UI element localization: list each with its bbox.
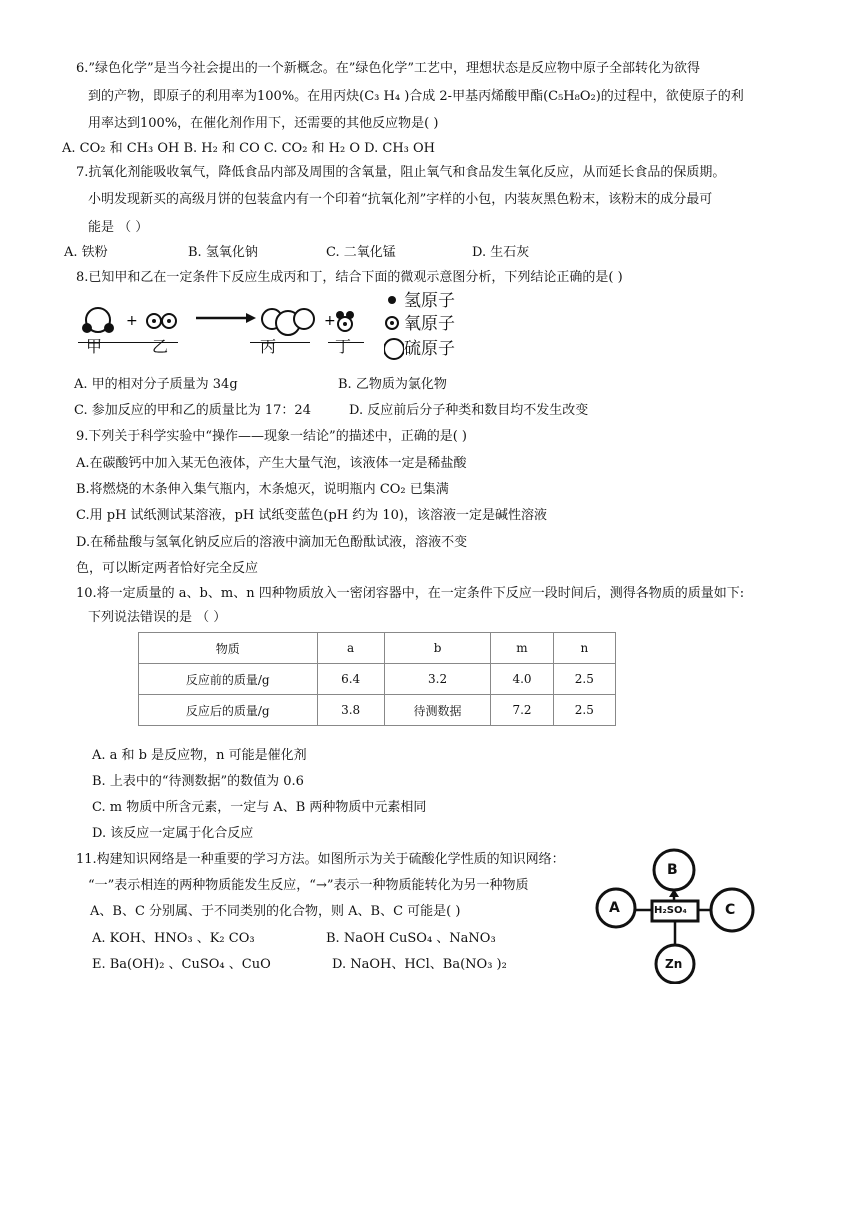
q9-option-a: A.在碳酸钙中加入某无色液体，产生大量气泡，该液体一定是稀盐酸 — [76, 456, 467, 471]
table-header-cell: a — [317, 633, 384, 664]
q10-option-d: D. 该反应一定属于化合反应 — [92, 826, 254, 841]
q6-line-2: 到的产物，即原子的利用率为100%。在用丙炔(C₃ H₄ )合成 2-甲基丙烯酸甲酯(C₅H₈O₂)的过程中，欲使原子的利 — [88, 89, 744, 104]
q10-line-2: 下列说法错误的是 （ ） — [88, 610, 227, 625]
node-a: A — [609, 900, 620, 916]
label-jia: 甲 — [86, 337, 103, 356]
q10-option-c: C. m 物质中所含元素，一定与 A、B 两种物质中元素相同 — [92, 800, 427, 815]
q9-option-d-line-2: 色，可以断定两者恰好完全反应 — [76, 561, 259, 576]
q11-option-a: A. KOH、HNO₃ 、K₂ CO₃ — [92, 931, 255, 946]
table-cell: 7.2 — [491, 695, 553, 726]
q7-line-1: 7.抗氧化剂能吸收氧气，降低食品内部及周围的含氧量，阻止氧气和食品发生氧化反应，从而延长食品的保质期。 — [76, 165, 726, 180]
q7-option-b: B. 氢氧化钠 — [188, 245, 258, 260]
q7-line-2: 小明发现新买的高级月饼的包装盒内有一个印着“抗氧化剂”字样的小包，内装灰黑色粉末，该粉末的成分最可 — [88, 192, 713, 207]
q7-line-3: 能是 （ ） — [88, 220, 149, 235]
legend-hydrogen: 氢原子 — [404, 291, 455, 311]
q9-line-1: 9.下列关于科学实验中“操作——现象一结论”的描述中，正确的是( ) — [76, 429, 467, 444]
q6-line-3: 用率达到100%，在催化剂作用下，还需要的其他反应物是( ) — [88, 116, 439, 131]
table-cell: 4.0 — [491, 664, 553, 695]
table-cell: 3.8 — [317, 695, 384, 726]
q8-option-d: D. 反应前后分子种类和数目均不发生改变 — [349, 403, 589, 418]
q7-option-c: C. 二氧化锰 — [326, 245, 396, 260]
molecule-bing — [262, 309, 314, 335]
q10-option-a: A. a 和 b 是反应物，n 可能是催化剂 — [92, 748, 307, 763]
table-cell: 反应后的质量/g — [139, 695, 318, 726]
q9-option-c: C.用 pH 试纸测试某溶液，pH 试纸变蓝色(pH 约为 10)，该溶液一定是碱性溶液 — [76, 508, 547, 523]
q8-option-b: B. 乙物质为氯化物 — [338, 377, 447, 392]
mass-table — [138, 632, 616, 726]
q11-line-1: 11.构建知识网络是一种重要的学习方法。如图所示为关于硫酸化学性质的知识网络： — [76, 852, 565, 867]
table-header-cell: n — [553, 633, 615, 664]
q10-option-b: B. 上表中的“待测数据”的数值为 0.6 — [92, 774, 304, 789]
table-cell: 待测数据 — [384, 695, 491, 726]
q9-option-b: B.将燃烧的木条伸入集气瓶内，木条熄灭，说明瓶内 CO₂ 已集满 — [76, 482, 449, 497]
q7-option-a: A. 铁粉 — [64, 245, 108, 260]
q6-line-1: 6.”绿色化学”是当今社会提出的一个新概念。在”绿色化学”工艺中，理想状态是反应物中原子全部转化为欲得 — [76, 61, 700, 76]
table-cell: 反应前的质量/g — [139, 664, 318, 695]
q6-options: A. CO₂ 和 CH₃ OH B. H₂ 和 CO C. CO₂ 和 H₂ O D. CH₃ OH — [62, 141, 436, 156]
q11-option-d: D. NaOH、HCl、Ba(NO₃ )₂ — [332, 957, 507, 972]
node-b: B — [667, 862, 678, 878]
q11-option-e: E. Ba(OH)₂ 、CuSO₄ 、CuO — [92, 957, 271, 972]
q8-option-a: A. 甲的相对分子质量为 34g — [74, 377, 238, 392]
q7-option-d: D. 生石灰 — [472, 245, 530, 260]
table-cell: 3.2 — [384, 664, 491, 695]
q9-option-d-line-1: D.在稀盐酸与氢氧化钠反应后的溶液中滴加无色酚酞试液，溶液不变 — [76, 535, 468, 550]
table-cell: 2.5 — [553, 664, 615, 695]
table-row — [139, 664, 616, 695]
q8-option-c: C. 参加反应的甲和乙的质量比为 17：24 — [74, 403, 311, 418]
table-row — [139, 695, 616, 726]
legend-sulfur: 硫原子 — [404, 339, 455, 359]
node-c: C — [725, 902, 736, 918]
q10-line-1: 10.将一定质量的 a、b、m、n 四种物质放入一密闭容器中，在一定条件下反应一段时间后，测得各物质的质量如下: — [76, 586, 745, 601]
plus-sign-2: + — [324, 313, 336, 329]
label-yi: 乙 — [152, 337, 169, 356]
q8-line-1: 8.已知甲和乙在一定条件下反应生成丙和丁，结合下面的微观示意图分析，下列结论正确的是( ) — [76, 270, 623, 285]
table-header-cell: 物质 — [139, 633, 318, 664]
table-header-cell: b — [384, 633, 491, 664]
table-header-cell: m — [491, 633, 553, 664]
sulfuric-acid-network-diagram — [592, 844, 760, 984]
node-h2so4: H₂SO₄ — [654, 905, 687, 916]
plus-sign-1: + — [126, 313, 138, 329]
q11-option-b: B. NaOH CuSO₄ 、NaNO₃ — [326, 931, 496, 946]
table-cell: 2.5 — [553, 695, 615, 726]
q11-line-2: “一”表示相连的两种物质能发生反应，“→”表示一种物质能转化为另一种物质 — [88, 878, 529, 893]
node-zn: Zn — [665, 957, 683, 971]
q11-line-3: A、B、C 分别属、于不同类别的化合物，则 A、B、C 可能是( ) — [90, 904, 461, 919]
label-ding: 丁 — [335, 337, 352, 356]
table-cell: 6.4 — [317, 664, 384, 695]
molecule-ding — [336, 311, 354, 331]
legend-oxygen: 氧原子 — [404, 314, 455, 334]
atom-legend — [384, 290, 504, 366]
molecule-yi — [147, 314, 176, 328]
label-bing: 丙 — [260, 337, 277, 356]
table-row — [139, 633, 616, 664]
molecule-jia — [82, 308, 114, 333]
